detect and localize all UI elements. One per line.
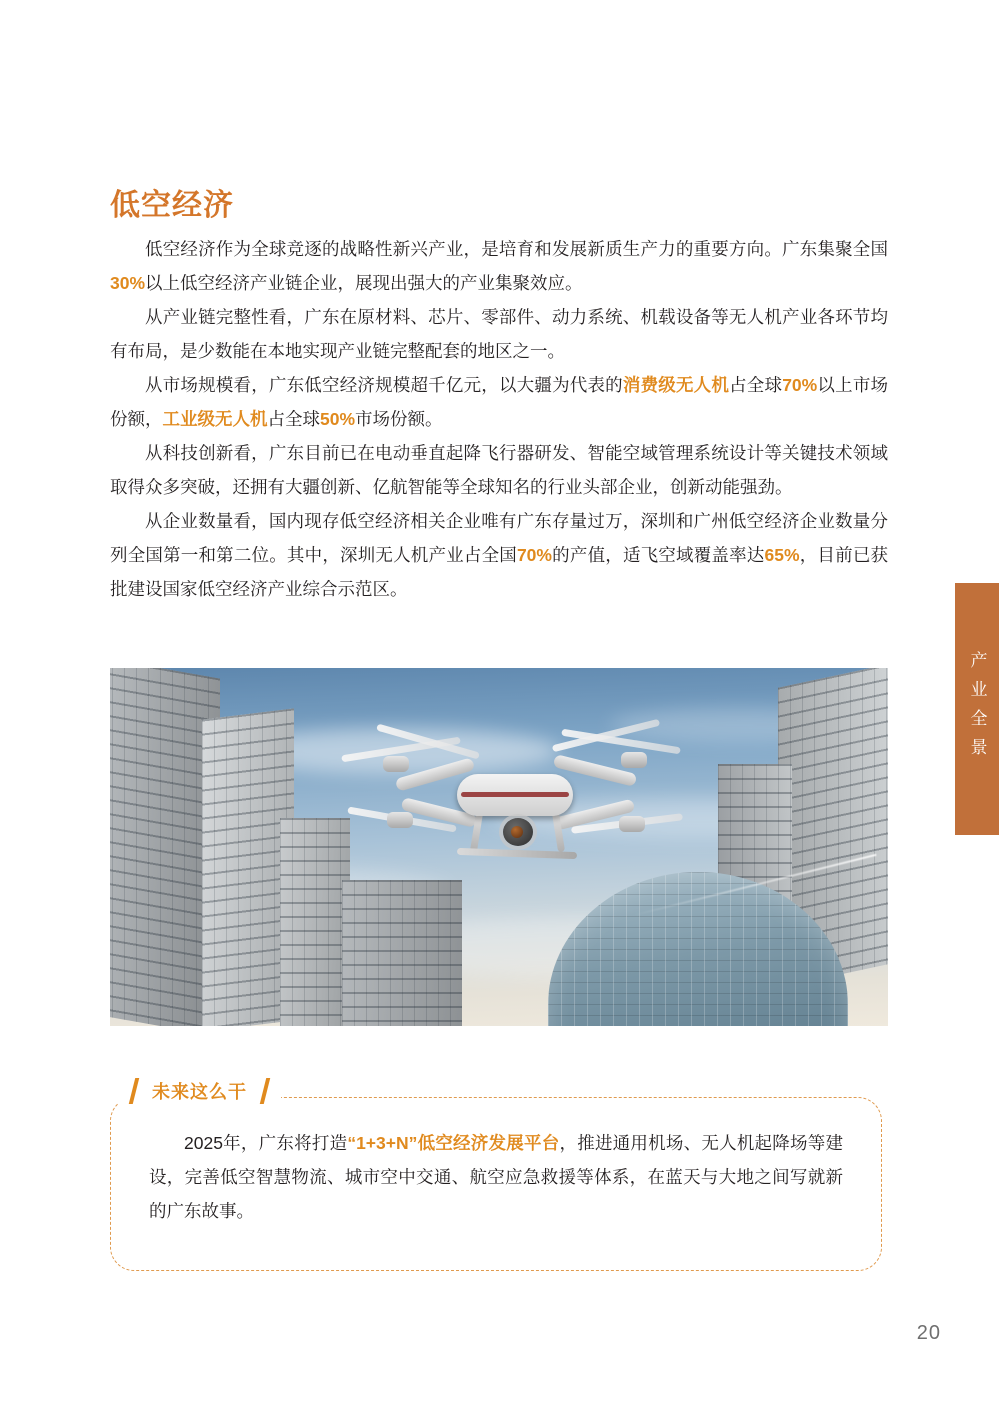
camera-gimbal: [503, 818, 533, 846]
paragraph: [110, 300, 888, 368]
plain-text: 从科技创新看，广东目前已在电动垂直起降飞行器研发、智能空域管理系统设计等关键技术领域取得众多突破，还拥有大疆创新、亿航智能等全球知名的行业头部企业，创新动能强劲。: [110, 443, 888, 497]
paragraph: [110, 368, 888, 436]
highlight-text: 工业级无人机: [162, 409, 268, 429]
highlight-text: 50%: [320, 409, 356, 429]
plain-text: 低空经济作为全球竞逐的战略性新兴产业，是培育和发展新质生产力的重要方向。广东集聚全国: [145, 239, 888, 259]
drone: [365, 712, 665, 892]
callout-label-text: 未来这么干: [152, 1082, 247, 1102]
highlight-text: 消费级无人机: [622, 375, 730, 395]
slash-mark-icon: [128, 1078, 140, 1104]
paragraph: [110, 436, 888, 504]
highlight-text: 30%: [110, 273, 146, 293]
plain-text: ，推进通用机场、无人机起降场等建设，完善低空智慧物流、城市空中交通、航空应急救援等体系，在蓝天与大地之间写就新的广东故事。: [149, 1133, 843, 1221]
plain-text: 占全球: [729, 375, 783, 395]
plain-text: 占全球: [267, 409, 320, 429]
highlight-text: 70%: [782, 375, 818, 395]
plain-text: 以上低空经济产业链企业，展现出强大的产业集聚效应。: [145, 273, 583, 293]
building: [342, 880, 462, 1026]
callout-box: [110, 1097, 882, 1271]
paragraph: [110, 504, 888, 606]
paragraph: [110, 232, 888, 300]
plain-text: ，目前已获批建设国家低空经济产业综合示范区。: [110, 545, 889, 599]
slash-mark-icon: [259, 1078, 271, 1104]
plain-text: 市场份额。: [355, 409, 443, 429]
building: [280, 818, 350, 1026]
plain-text: 以上市场份额，: [110, 375, 889, 429]
plain-text: 从企业数量看，国内现存低空经济相关企业唯有广东存量过万，深圳和广州低空经济企业数量分列全国第一和第二位。其中，深圳无人机产业占全国: [110, 511, 888, 565]
figure-drone-city-photo: [110, 668, 888, 1026]
body-text: [110, 232, 888, 606]
plain-text: 从市场规模看，广东低空经济规模超千亿元，以大疆为代表的: [145, 375, 623, 395]
plain-text: 的产值，适飞空域覆盖率达: [551, 545, 765, 565]
page-title: 低空经济: [110, 189, 234, 223]
callout-text: [149, 1126, 843, 1228]
page-number: 20: [916, 1322, 941, 1344]
plain-text: 2025年，广东将打造: [184, 1133, 348, 1153]
highlight-text: “1+3+N”低空经济发展平台: [347, 1133, 560, 1153]
side-tab: [955, 583, 999, 835]
side-tab-label: 产业全景: [967, 651, 987, 767]
callout-label: [118, 1078, 281, 1104]
highlight-text: 65%: [764, 545, 800, 565]
plain-text: 从产业链完整性看，广东在原材料、芯片、零部件、动力系统、机载设备等无人机产业各环节均有布局，是少数能在本地实现产业链完整配套的地区之一。: [110, 307, 888, 361]
highlight-text: 70%: [516, 545, 552, 565]
